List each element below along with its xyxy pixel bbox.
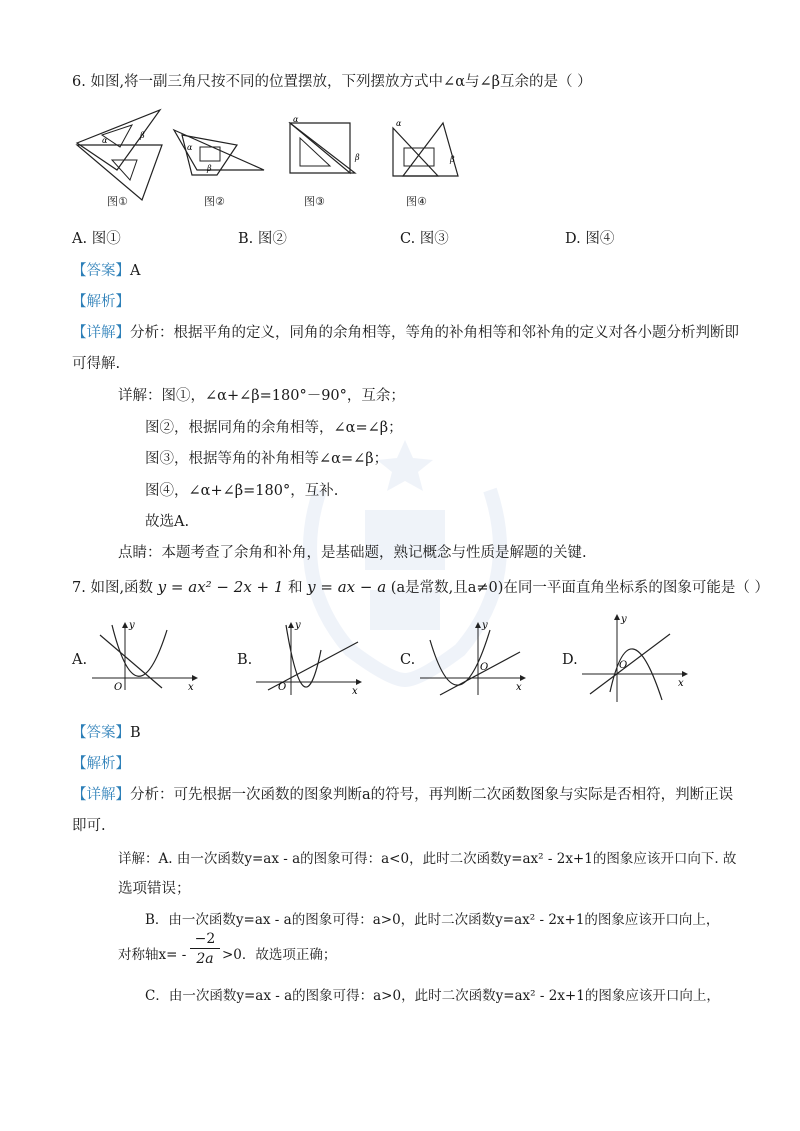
q7-step-b-line2 (118, 943, 186, 963)
q7-answer-line (72, 721, 141, 742)
q7-graph-d-origin: O (619, 660, 628, 671)
q7-step-b-fraction (190, 930, 220, 969)
q7-answer-tag: 【答案】 (72, 725, 130, 741)
q7-graph-d (582, 612, 692, 702)
q6-step-3: 图③，根据等角的补角相等∠α=∠β； (145, 451, 389, 467)
q7-answer-value: B (130, 725, 141, 741)
q7-stem-and: 和 (288, 580, 303, 596)
q7-graph-label-b: B. (237, 652, 253, 668)
q6-answer-line (72, 259, 140, 280)
q7-func1: y = ax² − 2x + 1 (157, 578, 284, 596)
svg-text:α: α (102, 136, 108, 145)
q7-graph-c-origin: O (480, 662, 489, 673)
q6-option-a: A. 图① (72, 231, 121, 247)
q7-step-b-prefix: 对称轴x= - (118, 947, 187, 963)
svg-text:α: α (396, 119, 402, 128)
q7-graph-b (256, 620, 366, 695)
q7-graph-label-d: D. (562, 652, 578, 668)
svg-text:β: β (140, 131, 145, 140)
q7-step-a-line2: 选项错误； (118, 881, 191, 897)
q7-graph-d-y-label: y (621, 614, 627, 625)
q6-option-c: C. 图③ (400, 231, 449, 247)
q7-func2: y = ax − a (307, 578, 387, 596)
svg-text:β: β (355, 153, 360, 162)
q6-option-d: D. 图④ (565, 231, 615, 247)
q7-detail-text: 分析：可先根据一次函数的图象判断a的符号，再判断二次函数图象与实际是否相符，判断正误 (130, 787, 734, 803)
q6-analysis-tag: 【解析】 (72, 294, 130, 310)
svg-text:β: β (450, 155, 455, 164)
q7-step-b-suffix: >0．故选项正确； (222, 947, 337, 963)
q7-graph-label-c: C. (400, 652, 416, 668)
q6-step-1: 详解：图①，∠α+∠β=180°－90°，互余； (118, 388, 405, 404)
q7-analysis-tag: 【解析】 (72, 756, 130, 772)
q7-graph-c-y-label: y (482, 620, 488, 631)
q6-stem: 6. 如图,将一副三角尺按不同的位置摆放，下列摆放方式中∠α与∠β互余的是（ ） (72, 74, 592, 90)
q6-figure-label-2: 图② (204, 195, 225, 208)
q6-detail-tag: 【详解】 (72, 325, 130, 341)
q7-graph-b-origin: O (278, 682, 287, 693)
svg-text:α: α (293, 115, 299, 124)
q6-figure-1 (72, 105, 172, 205)
q6-answer-value: A (130, 263, 141, 279)
q7-step-b-denominator: 2a (196, 951, 214, 967)
q7-stem (72, 576, 769, 597)
q6-figure-3 (285, 115, 365, 178)
q7-step-a-line1: 详解：A. 由一次函数y=ax - a的图象可得：a<0，此时二次函数y=ax² - 2x+1的图象应该开口向下. 故 (118, 851, 737, 867)
q7-graph-c-x-label: x (516, 682, 522, 693)
q6-figure-label-4: 图④ (406, 195, 427, 208)
q7-step-b-line1: B．由一次函数y=ax - a的图象可得：a>0，此时二次函数y=ax² - 2x+1的图象应该开口向上， (145, 912, 720, 928)
q6-detail-text: 分析：根据平角的定义，同角的余角相等，等角的补角相等和邻补角的定义对各小题分析判断即 (130, 325, 739, 341)
q7-stem-suffix: (a是常数,且a≠0)在同一平面直角坐标系的图象可能是（ ） (390, 580, 769, 596)
q6-detail-line2: 可得解. (72, 356, 121, 372)
q6-figure-label-3: 图③ (304, 195, 325, 208)
q7-graph-c (420, 620, 530, 695)
q6-step-4: 图④，∠α+∠β=180°，互补. (145, 483, 339, 499)
q6-figure-label-1: 图① (107, 195, 128, 208)
q7-graph-a-y-label: y (129, 620, 135, 631)
q7-step-b-numerator: −2 (190, 930, 220, 949)
q7-graph-label-a: A. (72, 652, 88, 668)
q6-figure-4 (388, 118, 463, 180)
q7-detail-line2: 即可. (72, 818, 106, 834)
q7-graph-b-y-label: y (295, 620, 301, 631)
q7-step-c-line1: C．由一次函数y=ax - a的图象可得：a>0，此时二次函数y=ax² - 2x+1的图象应该开口向上， (145, 988, 720, 1004)
svg-text:β: β (207, 164, 212, 173)
q6-detail-line1 (72, 321, 739, 342)
svg-text:α: α (187, 143, 193, 152)
q6-comment: 点睛：本题考查了余角和补角，是基础题，熟记概念与性质是解题的关键. (118, 545, 587, 561)
q7-detail-tag: 【详解】 (72, 787, 130, 803)
q7-graph-d-x-label: x (678, 678, 684, 689)
q7-graph-a-origin: O (114, 682, 123, 693)
q6-answer-tag: 【答案】 (72, 263, 130, 279)
q7-graph-b-x-label: x (352, 686, 358, 697)
q6-step-5: 故选A. (145, 514, 190, 530)
q6-step-2: 图②，根据同角的余角相等，∠α=∠β； (145, 420, 403, 436)
q7-stem-prefix: 7. 如图,函数 (72, 580, 154, 596)
q6-figure-2 (172, 125, 267, 180)
q7-detail-line1 (72, 783, 733, 804)
q7-graph-a (92, 620, 202, 693)
q7-graph-a-x-label: x (188, 682, 194, 693)
q6-option-b: B. 图② (238, 231, 287, 247)
